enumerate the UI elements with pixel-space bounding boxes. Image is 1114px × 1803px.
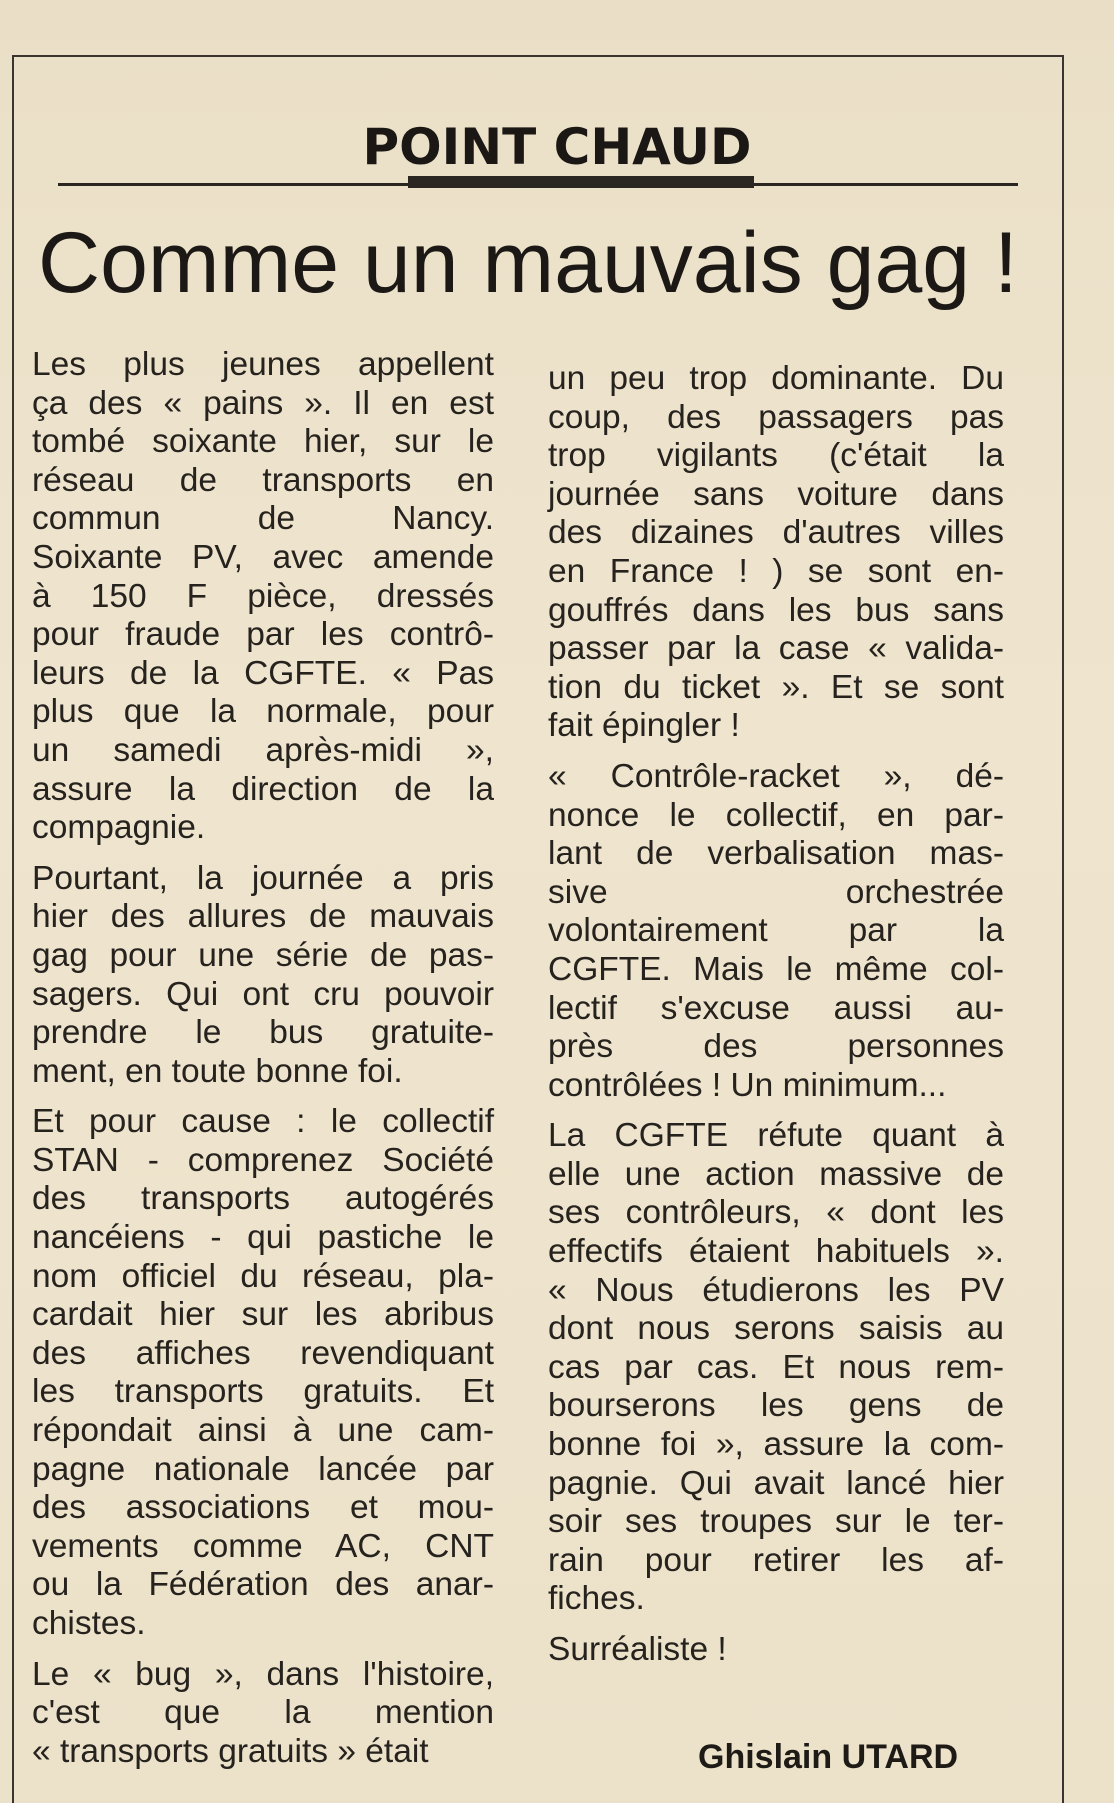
text-line: bourserons les gens de [548, 1387, 1004, 1425]
text-line: un samedi après-midi », [32, 731, 494, 769]
text-line: « Nous étudierons les PV [548, 1271, 1004, 1309]
text-line: Surréaliste ! [548, 1631, 727, 1668]
text-line: hier des allures de mauvais [32, 898, 494, 936]
text-line: rain pour retirer les af- [548, 1541, 1004, 1579]
text-line: cas par cas. Et nous rem- [548, 1348, 1004, 1386]
text-line: gag pour une série de pas- [32, 936, 494, 974]
text-line: des affiches revendiquant [32, 1334, 494, 1372]
text-line: Soixante PV, avec amende [32, 538, 494, 576]
text-line: réseau de transports en [32, 461, 494, 499]
text-line: Et pour cause : le collectif [32, 1103, 494, 1141]
text-line: passer par la case « valida- [548, 630, 1004, 668]
article-column-2 [548, 360, 1004, 1682]
text-line: pagnie. Qui avait lancé hier [548, 1464, 1004, 1502]
paragraph [548, 360, 1004, 746]
text-line: pour fraude par les contrô- [32, 616, 494, 654]
paragraph [548, 1117, 1004, 1619]
text-line: des associations et mou- [32, 1489, 494, 1527]
text-line: volontairement par la [548, 912, 1004, 950]
kicker-rule-bar [408, 176, 754, 188]
text-line: coup, des passagers pas [548, 398, 1004, 436]
text-line: « transports gratuits » était [32, 1732, 429, 1770]
paragraph [32, 860, 494, 1092]
text-line: Les plus jeunes appellent [32, 346, 494, 383]
text-line: La CGFTE réfute quant à [548, 1117, 1004, 1155]
text-line: lectif s'excuse aussi au- [548, 989, 1004, 1027]
paragraph [32, 1103, 494, 1643]
text-line: chistes. [32, 1605, 146, 1642]
text-line: sive orchestrée [548, 873, 1004, 911]
text-line: elle une action massive de [548, 1155, 1004, 1193]
text-line: pagne nationale lancée par [32, 1450, 494, 1488]
paragraph [32, 1656, 494, 1772]
text-line: nonce le collectif, en par- [548, 796, 1004, 834]
text-line: ou la Fédération des anar- [32, 1566, 494, 1604]
paragraph [548, 758, 1004, 1105]
text-line: Le « bug », dans l'histoire, [32, 1655, 494, 1693]
section-kicker: POINT CHAUD [362, 118, 752, 176]
text-line: plus que la normale, pour [32, 693, 494, 731]
text-line: ses contrôleurs, « dont les [548, 1194, 1004, 1232]
text-line: compagnie. [32, 809, 206, 847]
text-line: nom officiel du réseau, pla- [32, 1257, 494, 1295]
text-line: les transports gratuits. Et [32, 1373, 494, 1411]
text-line: fait épingler ! [548, 707, 740, 745]
text-line: « Contrôle-racket », dé- [548, 757, 1004, 795]
text-line: sagers. Qui ont cru pouvoir [32, 975, 494, 1013]
text-line: trop vigilants (c'était la [548, 437, 1004, 475]
text-line: nancéiens - qui pastiche le [32, 1219, 494, 1257]
article-column-1 [32, 346, 494, 1783]
article-byline: Ghislain UTARD [698, 1738, 959, 1776]
text-line: près des personnes [548, 1028, 1004, 1066]
text-line: lant de verbalisation mas- [548, 835, 1004, 873]
text-line: c'est que la mention [32, 1694, 494, 1732]
text-line: contrôlées ! Un minimum... [548, 1066, 947, 1104]
text-line: CGFTE. Mais le même col- [548, 950, 1004, 988]
text-line: bonne foi », assure la com- [548, 1426, 1004, 1464]
text-line: vements comme AC, CNT [32, 1527, 494, 1565]
text-line: un peu trop dominante. Du [548, 360, 1004, 397]
text-line: à 150 F pièce, dressés [32, 577, 494, 615]
text-line: répondait ainsi à une cam- [32, 1412, 494, 1450]
text-line: STAN - comprenez Société [32, 1141, 494, 1179]
text-line: fiches. [548, 1580, 645, 1618]
paragraph [548, 1631, 1004, 1670]
text-line: tombé soixante hier, sur le [32, 423, 494, 461]
text-line: Pourtant, la journée a pris [32, 859, 494, 897]
text-line: des transports autogérés [32, 1180, 494, 1218]
text-line: cardait hier sur les abribus [32, 1296, 494, 1334]
text-line: journée sans voiture dans [548, 475, 1004, 513]
text-line: ça des « pains ». Il en est [32, 384, 494, 422]
text-line: effectifs étaient habituels ». [548, 1233, 1004, 1271]
text-line: dont nous serons saisis au [548, 1310, 1004, 1348]
text-line: tion du ticket ». Et se sont [548, 668, 1004, 706]
text-line: prendre le bus gratuite- [32, 1014, 494, 1052]
article-headline: Comme un mauvais gag ! [38, 215, 1018, 311]
text-line: commun de Nancy. [32, 500, 494, 538]
text-line: gouffrés dans les bus sans [548, 591, 1004, 629]
paragraph [32, 346, 494, 848]
text-line: leurs de la CGFTE. « Pas [32, 654, 494, 692]
text-line: des dizaines d'autres villes [548, 514, 1004, 552]
text-line: assure la direction de la [32, 770, 494, 808]
text-line: ment, en toute bonne foi. [32, 1052, 403, 1090]
text-line: en France ! ) se sont en- [548, 552, 1004, 590]
text-line: soir ses troupes sur le ter- [548, 1503, 1004, 1541]
